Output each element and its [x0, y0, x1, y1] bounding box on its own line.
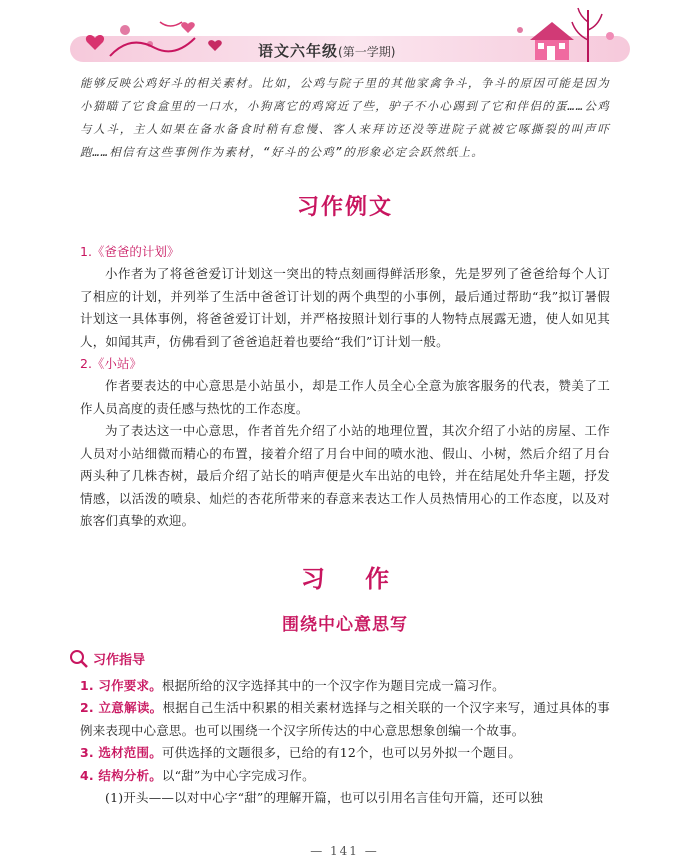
example-heading-2: 2.《小站》: [80, 356, 142, 371]
example-2-paragraph-1: 作者要表达的中心意思是小站虽小，却是工作人员全心全意为旅客服务的代表，赞美了工作人员高度的责任感与热忱的工作态度。: [80, 378, 610, 416]
guide-point-4: [80, 765, 610, 788]
house-icon: [530, 22, 574, 60]
book-title: 语文六年级: [258, 42, 339, 60]
header-title: [258, 40, 395, 61]
example-heading-1: 1.《爸爸的计划》: [80, 244, 180, 259]
section-title-writing: 习 作: [300, 564, 406, 593]
guide-point-1: [80, 675, 610, 698]
point-lead: 3. 选材范围。: [80, 745, 162, 760]
point-lead: 2. 立意解读。: [80, 700, 163, 715]
writing-guide-label: [68, 649, 610, 669]
guide-label-text: 习作指导: [93, 653, 146, 668]
page-header: [0, 0, 689, 70]
term-label: (第一学期): [338, 45, 396, 59]
magnifier-icon: [68, 649, 90, 669]
example-1-paragraph: 小作者为了将爸爸爱订计划这一突出的特点刻画得鲜活形象，先是罗列了爸爸给每个人订了相应的计划，并列举了生活中爸爸订计划的两个典型的小事例，最后通过帮助“我”拟订暑假计划这一具体事例，将爸爸爱订计划，并严格按照计划行事的人物特点展露无遗，使人如见其人，如闻其声，仿佛看到了爸爸追赶着也要给“我们”订计划一般。: [80, 266, 610, 349]
guide-point-3: [80, 742, 610, 765]
intro-paragraph: 能够反映公鸡好斗的相关素材。比如，公鸡与院子里的其他家禽争斗，争斗的原因可能是因为小猫瞄了它食盒里的一口水，小狗离它的鸡窝近了些，驴子不小心踢到了它和伴侣的蛋……公鸡与人斗，主人如果在备水备食时稍有怠慢、客人来拜访还没等进院子就被它啄撕裂的叫声吓跑……相信有这些事例作为素材，“好斗的公鸡”的形象必定会跃然纸上。: [80, 76, 610, 159]
point-text: 根据自己生活中积累的相关素材选择与之相关联的一个汉字来写，通过具体的事例来表现中心意思。也可以围绕一个汉字所传达的中心意思想象创编一个故事。: [80, 700, 610, 738]
structure-opening-line: (1)开头——以对中心字“甜”的理解开篇，也可以引用名言佳句开篇，还可以独: [105, 790, 543, 805]
page-number: — 141 —: [310, 844, 379, 858]
point-text: 以“甜”为中心字完成习作。: [161, 767, 315, 783]
example-2-paragraph-2: 为了表达这一中心意思，作者首先介绍了小站的地理位置，其次介绍了小站的房屋、工作人员对小站细微而精心的布置，接着介绍了月台中间的喷水池、假山、小树，然后介绍了月台两头种了几株杏树，最后介绍了站长的哨声便是火车出站的电铃，并在结尾处升华主题，抒发情感，以活泼的喷泉、灿烂的杏花所带来的春意来表达工作人员热情用心的工作态度，以及对旅客们真挚的欢迎。: [80, 423, 610, 528]
point-text: 根据所给的汉字选择其中的一个汉字作为题目完成一篇习作。: [161, 677, 505, 693]
guide-point-2: [80, 697, 610, 742]
point-text: 可供选择的文题很多，已给的有12个，也可以另外拟一个题目。: [161, 745, 522, 760]
section-title-examples: 习作例文: [296, 195, 393, 220]
point-lead: 4. 结构分析。: [80, 767, 162, 783]
section-subtitle: 围绕中心意思写: [282, 614, 408, 635]
point-lead: 1. 习作要求。: [80, 677, 162, 693]
page-content: [80, 72, 610, 810]
